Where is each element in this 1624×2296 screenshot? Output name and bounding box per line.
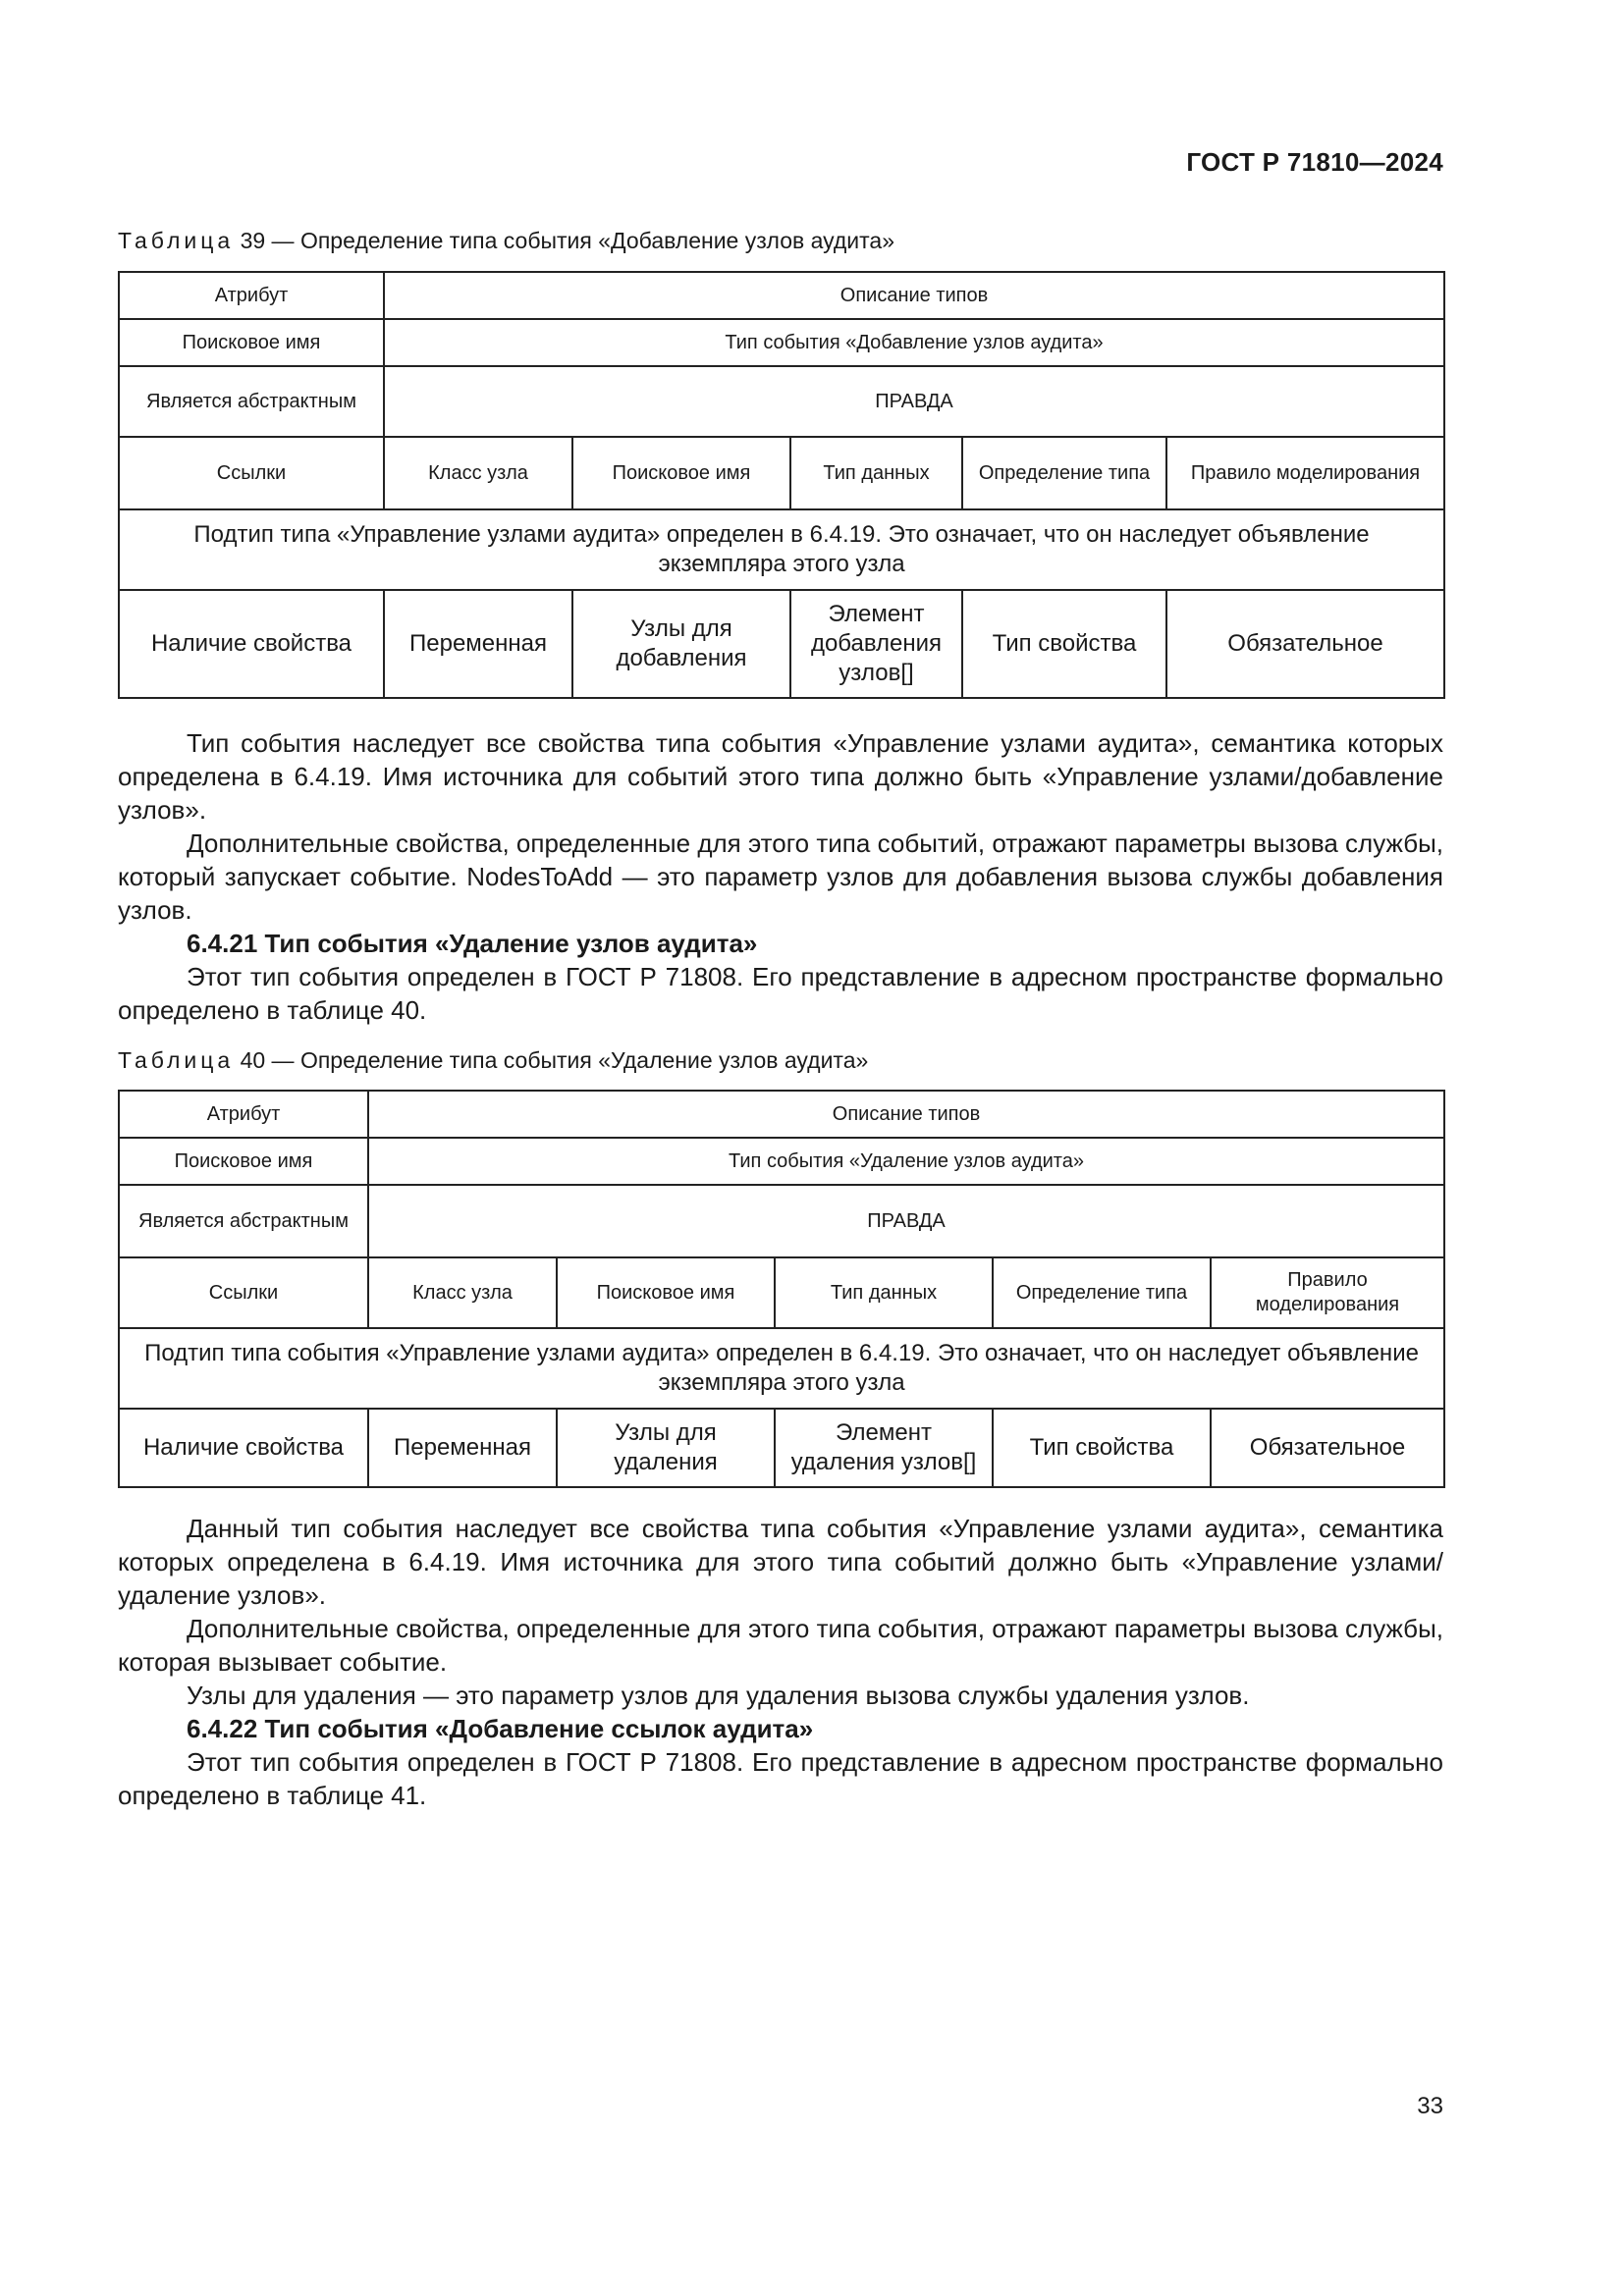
attribute-header: Атрибут	[119, 272, 384, 319]
table-row	[119, 1185, 1444, 1257]
table-cell: Переменная	[384, 590, 572, 698]
table-row	[119, 1409, 1444, 1487]
type-definition-header: Определение типа	[962, 437, 1166, 509]
table-cell: Элемент добавления узлов[]	[790, 590, 962, 698]
paragraph: Этот тип события определен в ГОСТ Р 71808. Его представление в адресном пространстве формально определено в таблице 40.	[118, 962, 1443, 1025]
is-abstract-value: ПРАВДА	[384, 366, 1444, 437]
browse-name-value: Тип события «Удаление узлов аудита»	[368, 1138, 1444, 1185]
table-cell: Тип свойства	[993, 1409, 1211, 1487]
subtype-note: Подтип типа события «Управление узлами аудита» определен в 6.4.19. Это означает, что он наследует объявление экземпляра этого узла	[119, 1328, 1444, 1409]
type-definition-header: Определение типа	[993, 1257, 1211, 1328]
table-cell: Узлы для удаления	[557, 1409, 775, 1487]
table-cell: Тип свойства	[962, 590, 1166, 698]
table-row	[119, 509, 1444, 590]
table-cell: Элемент удаления узлов[]	[775, 1409, 993, 1487]
table-cell: Переменная	[368, 1409, 557, 1487]
references-header: Ссылки	[119, 437, 384, 509]
table-cell: Обязательное	[1166, 590, 1444, 698]
node-class-header: Класс узла	[368, 1257, 557, 1328]
is-abstract-value: ПРАВДА	[368, 1185, 1444, 1257]
document-id-header: ГОСТ Р 71810—2024	[1186, 147, 1443, 177]
table-40-caption-text: 40 — Определение типа события «Удаление узлов аудита»	[240, 1047, 869, 1073]
table-cell: Наличие свойства	[119, 590, 384, 698]
table-cell: Наличие свойства	[119, 1409, 368, 1487]
section-heading-6-4-22: 6.4.22 Тип события «Добавление ссылок аудита»	[187, 1714, 814, 1743]
table-39	[118, 271, 1445, 699]
attribute-value-header: Описание типов	[384, 272, 1444, 319]
table-row	[119, 1091, 1444, 1138]
paragraph: Дополнительные свойства, определенные для этого типа событий, отражают параметры вызова службы, который запускает событие. NodesToAdd — это параметр узлов для добавления вызова службы добавления узлов.	[118, 828, 1443, 925]
table-40-caption-label: Таблица	[118, 1047, 235, 1073]
is-abstract-label: Является абстрактным	[119, 1185, 368, 1257]
table-39-caption-label: Таблица	[118, 228, 235, 253]
table-39-caption	[118, 228, 894, 254]
table-40-caption	[118, 1047, 868, 1074]
paragraph: Этот тип события определен в ГОСТ Р 71808. Его представление в адресном пространстве формально определено в таблице 41.	[118, 1747, 1443, 1810]
table-row	[119, 590, 1444, 698]
table-row	[119, 272, 1444, 319]
paragraph: Тип события наследует все свойства типа события «Управление узлами аудита», семантика которых определена в 6.4.19. Имя источника для событий этого типа должно быть «Управление узлами/добавление узлов».	[118, 728, 1443, 825]
browse-name-header: Поисковое имя	[557, 1257, 775, 1328]
table-row	[119, 366, 1444, 437]
attribute-header: Атрибут	[119, 1091, 368, 1138]
table-row	[119, 1257, 1444, 1328]
modelling-rule-header: Правило моделирования	[1211, 1257, 1444, 1328]
references-header: Ссылки	[119, 1257, 368, 1328]
table-row	[119, 319, 1444, 366]
browse-name-value: Тип события «Добавление узлов аудита»	[384, 319, 1444, 366]
data-type-header: Тип данных	[775, 1257, 993, 1328]
paragraph: Дополнительные свойства, определенные для этого типа события, отражают параметры вызова службы, которая вызывает событие.	[118, 1614, 1443, 1677]
table-39-caption-text: 39 — Определение типа события «Добавление узлов аудита»	[240, 228, 895, 253]
is-abstract-label: Является абстрактным	[119, 366, 384, 437]
browse-name-label: Поисковое имя	[119, 319, 384, 366]
subtype-note: Подтип типа «Управление узлами аудита» определен в 6.4.19. Это означает, что он наследует объявление экземпляра этого узла	[119, 509, 1444, 590]
body-text-section-1	[118, 726, 1443, 1027]
data-type-header: Тип данных	[790, 437, 962, 509]
section-heading-6-4-21: 6.4.21 Тип события «Удаление узлов аудита»	[187, 929, 758, 958]
table-row	[119, 1138, 1444, 1185]
page-number: 33	[1417, 2093, 1443, 2119]
document-page	[118, 0, 1443, 2296]
body-text-section-2	[118, 1512, 1443, 1812]
node-class-header: Класс узла	[384, 437, 572, 509]
paragraph: Узлы для удаления — это параметр узлов для удаления вызова службы удаления узлов.	[187, 1681, 1250, 1710]
table-cell: Узлы для добавления	[572, 590, 790, 698]
modelling-rule-header: Правило моделирования	[1166, 437, 1444, 509]
table-row	[119, 437, 1444, 509]
table-cell: Обязательное	[1211, 1409, 1444, 1487]
table-row	[119, 1328, 1444, 1409]
browse-name-label: Поисковое имя	[119, 1138, 368, 1185]
paragraph: Данный тип события наследует все свойства типа события «Управление узлами аудита», семантика которых определена в 6.4.19. Имя источника для этого типа событий должно быть «Управление узлами/удаление узлов».	[118, 1514, 1443, 1610]
browse-name-header: Поисковое имя	[572, 437, 790, 509]
table-40	[118, 1090, 1445, 1488]
attribute-value-header: Описание типов	[368, 1091, 1444, 1138]
